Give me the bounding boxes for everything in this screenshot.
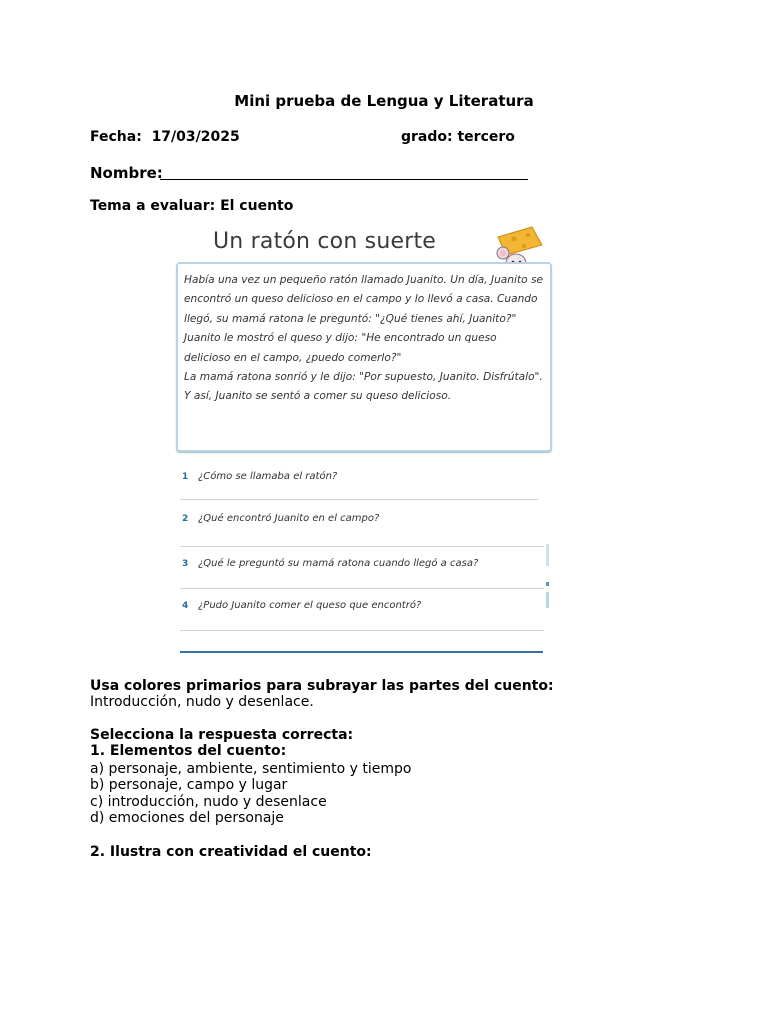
story-title: Un ratón con suerte — [213, 229, 437, 254]
side-tab-marks — [545, 540, 551, 610]
answer-line-1[interactable] — [180, 499, 538, 500]
question-number: 4 — [182, 601, 189, 611]
question-1 — [182, 471, 337, 482]
date-value: 17/03/2025 — [151, 129, 240, 145]
story-paragraph: Y así, Juanito se sentó a comer su queso delicioso. — [184, 390, 452, 403]
question-text: ¿Qué encontró Juanito en el campo? — [198, 513, 380, 524]
answer-line-4[interactable] — [180, 630, 544, 631]
story-paragraph: La mamá ratona sonrió y le dijo: "Por supuesto, Juanito. Disfrútalo". — [184, 371, 543, 384]
illustrate-heading: 2. Ilustra con creatividad el cuento: — [90, 844, 372, 860]
answer-line-2[interactable] — [180, 546, 544, 547]
story-paragraph: Había una vez un pequeño ratón llamado Juanito. Un día, Juanito se encontró un queso delicioso en el campo y lo llevó a casa. Cuando llegó, su mamá ratona le preguntó: "¿Qué tienes ahí, Juanito?" — [184, 274, 543, 325]
answer-line-3[interactable] — [180, 588, 544, 589]
select-answer-heading: Selecciona la respuesta correcta: — [90, 727, 354, 743]
story-text-box — [176, 262, 552, 452]
question-4 — [182, 600, 421, 611]
option-b[interactable]: b) personaje, campo y lugar — [90, 777, 288, 793]
question-text: ¿Cómo se llamaba el ratón? — [198, 471, 338, 482]
story-paragraph: Juanito le mostró el queso y dijo: "He encontrado un queso delicioso en el campo, ¿puedo comerlo?" — [184, 332, 497, 364]
question-3 — [182, 558, 478, 569]
question-number: 3 — [182, 559, 189, 569]
question-number: 2 — [182, 514, 189, 524]
page-title: Mini prueba de Lengua y Literatura — [234, 92, 534, 110]
bottom-rule — [180, 651, 543, 653]
question-number: 1 — [182, 472, 189, 482]
question-2 — [182, 513, 379, 524]
underline-instruction-heading: Usa colores primarios para subrayar las partes del cuento: — [90, 678, 554, 694]
option-c[interactable]: c) introducción, nudo y desenlace — [90, 794, 327, 810]
grade-label: grado: tercero — [401, 129, 515, 145]
option-a[interactable]: a) personaje, ambiente, sentimiento y tiempo — [90, 761, 412, 777]
question-text: ¿Qué le preguntó su mamá ratona cuando llegó a casa? — [198, 558, 479, 569]
name-blank-line[interactable] — [160, 179, 528, 180]
name-label: Nombre: — [90, 164, 163, 182]
topic-label: Tema a evaluar: El cuento — [90, 198, 294, 214]
date-field — [90, 129, 240, 145]
date-label: Fecha: — [90, 129, 142, 145]
question-elements-heading: 1. Elementos del cuento: — [90, 743, 287, 759]
story-text — [184, 271, 546, 407]
option-d[interactable]: d) emociones del personaje — [90, 810, 284, 826]
underline-instruction-text: Introducción, nudo y desenlace. — [90, 694, 314, 710]
question-text: ¿Pudo Juanito comer el queso que encontró? — [198, 600, 422, 611]
